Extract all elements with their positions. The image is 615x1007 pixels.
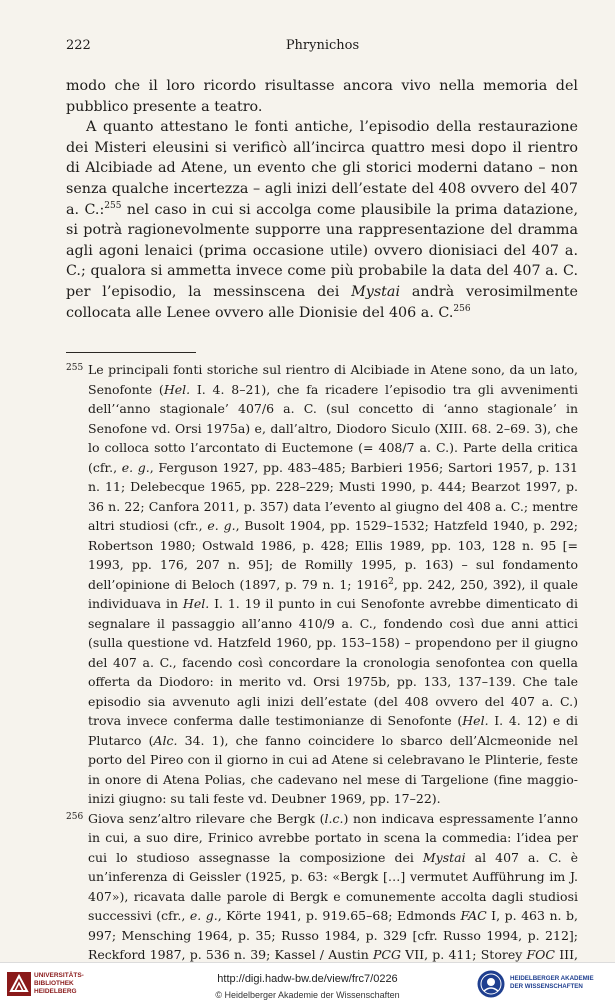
copyright-notice: © Heidelberger Akademie der Wissenschaften bbox=[215, 990, 400, 1000]
fn-italic: e. g. bbox=[207, 518, 236, 533]
fn-text: al 407 a. C. è un’inferenza di Geissler (1925, p. 63: «Bergk […] vermutet Aufführung im J. 407»), ricavata dalle parole di Bergk e comunemente accolta dagli studiosi successivi (cfr., bbox=[88, 849, 578, 923]
fn-italic: e. g. bbox=[121, 459, 150, 475]
digitization-footer bbox=[0, 962, 615, 1007]
title-mystai: Mystai bbox=[351, 283, 401, 300]
uni-line: HEIDELBERG bbox=[34, 988, 77, 995]
fn-italic: PCG bbox=[372, 947, 401, 962]
footnote-ref-255[interactable]: 255 bbox=[104, 200, 122, 211]
footnote-ref-256[interactable]: 256 bbox=[453, 303, 471, 314]
fn-text: I. 1. 19 il punto in cui Senofonte avrebbe dimenticato di segnalare il passaggio all’anno 410/9 a. C., fondendo così due anni attici (sulla questione vd. Hatzfeld 1960, pp. 153–158) – propendono per il giugno del 407 a. C., facendo così concordare la cronologia senofontea con quella offerta da Diodoro: in merito vd. Orsi 1975b, pp. 133, 137–139. Che tale episodio sia avvenuto agli inizi dell’estate (del 408 ovvero del 407 a. C.) trova invece conferma dalle testimonianze di Senofonte ( bbox=[88, 596, 579, 728]
footnote-number: 255 bbox=[66, 363, 84, 373]
fn-text: , Ferguson 1927, pp. 483–485; Barbieri 1956; Sartori 1957, p. 131 n. 11; Delebecque 1965, pp. 228–229; Musti 1990, p. 444; Bearzot 1997, p. 36 n. 22; Canfora 2011, p. 357) data l’evento al giugno del 408 a. C.; mentre altri studiosi (cfr., bbox=[88, 459, 578, 533]
uni-line: UNIVERSITÄTS- bbox=[34, 972, 84, 979]
academy-line: DER WISSENSCHAFTEN bbox=[510, 983, 583, 990]
fn-italic: Alc. bbox=[153, 732, 178, 748]
source-url-link[interactable]: http://digi.hadw-bw.de/view/frc7/0226 bbox=[217, 973, 398, 985]
fn-italic: FAC bbox=[460, 908, 487, 923]
fn-text: VII, p. 411; Storey bbox=[400, 947, 527, 962]
fn-text: , Körte 1941, p. 919.65–68; Edmonds bbox=[217, 908, 461, 923]
fn-text: I, p. 463 n. b, 997; Mensching 1964, p. 35; Russo 1984, p. 329 [cfr. Russo 1994, p. 212]; Reckford 1987, p. 536 n. 39; Kassel / Austin bbox=[88, 908, 578, 962]
footnote-255 bbox=[66, 360, 578, 809]
fn-italic: FOC bbox=[526, 947, 555, 962]
paragraph-1: modo che il loro ricordo risultasse ancora vivo nella memoria del pubblico presente a teatro. bbox=[66, 78, 578, 115]
fn-text: I. 4. 8–21), che fa ricadere l’episodio tra gli avvenimenti dell’‘anno stagionale’ 407/6 a. C. (sul concetto di ‘anno stagionale’ in Senofone vd. Orsi 1975a) e, dall’altro, Diodoro Siculo (XIII. 68. 2–69. 3), che lo colloca sotto l’arcontato di Euctemone (= 408/7 a. C.). Parte della critica (cfr., bbox=[88, 381, 578, 475]
fn-italic: Mystai bbox=[422, 849, 466, 865]
fn-italic: Hel. bbox=[163, 381, 191, 397]
paragraph-2-part-c: andrà verosimilmente collocata alle Lenee ovvero alle Dionisie del 406 a. C. bbox=[66, 283, 578, 321]
footnote-256 bbox=[66, 809, 578, 985]
paragraph-2 bbox=[66, 117, 578, 323]
paragraph-2-part-a: A quanto attestano le fonti antiche, l’episodio della restaurazione dei Misteri eleusini si verificò all’incirca quattro mesi dopo il rientro di Alcibiade ad Atene, un evento che gli storici moderni datano – non senza qualche incertezza – agli inizi dell’estate del 408 ovvero del 407 a. C.: bbox=[66, 119, 578, 218]
main-text bbox=[66, 76, 578, 323]
academy-line: HEIDELBERGER AKADEMIE bbox=[510, 975, 594, 982]
fn-text: 34. 1), che fanno coincidere lo sbarco dell’Alcmeonide nel porto del Pireo con il giorno in cui ad Atene si celebravano le Plinterie, feste in onore di Atena Polias, che cadevano nel mese di Targelione (fine maggio-inizi giugno: su tali feste vd. Deubner 1969, pp. 17–22). bbox=[88, 732, 578, 806]
fn-text: I. 4. 12) e di Plutarco ( bbox=[88, 713, 579, 748]
fn-italic: e. g. bbox=[189, 908, 218, 923]
footnote-rule bbox=[66, 352, 196, 353]
footnotes bbox=[66, 360, 578, 984]
running-title: Phrynichos bbox=[285, 38, 360, 53]
academy-name bbox=[510, 975, 594, 991]
fn-text: Giova senz’altro rilevare che Bergk ( bbox=[88, 810, 325, 826]
fn-text: III, bbox=[559, 947, 578, 962]
academy-seal-icon[interactable] bbox=[476, 969, 506, 999]
fn-italic: Hel. bbox=[182, 596, 210, 611]
page-number: 222 bbox=[66, 38, 91, 53]
fn-text: , pp. 242, 250, 392), il quale individuava in bbox=[88, 576, 579, 611]
fn-superscript: 2 bbox=[388, 576, 394, 587]
fn-text: , Busolt 1904, pp. 1529–1532; Hatzfeld 1940, p. 292; Robertson 1980; Ostwald 1986, p. 428; Ellis 1989, pp. 103, 128 n. 95 [= 1993, pp. 176, 207 n. 95]; de Romilly 1995, p. 163) – sul fondamento dell’opinione di Beloch (1897, p. 79 n. 1; 1916 bbox=[88, 518, 578, 592]
uni-line: BIBLIOTHEK bbox=[34, 980, 74, 987]
running-head bbox=[66, 38, 579, 58]
footnote-number: 256 bbox=[66, 811, 84, 822]
fn-italic: l.c. bbox=[324, 810, 344, 826]
fn-text: Le principali fonti storiche sul rientro di Alcibiade in Atene sono, da un lato, Senofonte ( bbox=[88, 362, 578, 397]
fn-italic: Hel. bbox=[462, 713, 489, 728]
paragraph-2-part-b: nel caso in cui si accolga come plausibile la prima datazione, si potrà ragionevolmente supporre una rappresentazione del dramma agli agoni lenaici (prima occasione utile) ovvero dionisiaci del 407 a. C.; qualora si ammetta invece come più probabile la data del 407 a. C. per l’episodio, la messinscena dei bbox=[66, 201, 578, 300]
fn-text: ) non indicava espressamente l’anno in cui, a suo dire, Frinico avrebbe portato in scena la commedia: l’idea per cui lo studioso assegnasse la composizione dei bbox=[88, 810, 578, 865]
